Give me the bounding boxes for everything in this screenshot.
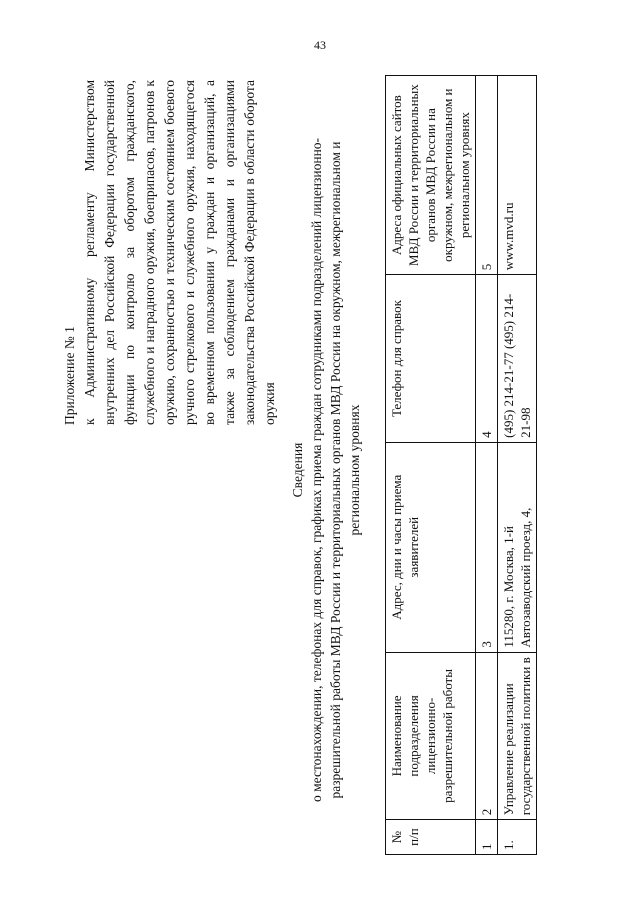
offices-table [385,75,537,855]
column-number: 5 [476,76,498,275]
header-websites: Адреса официальных сайтов МВД России и территориальных органов МВД России на окружном, межрегиональном и региональном уровнях [386,76,476,275]
header-address: Адрес, дни и часы приема заявителей [386,442,476,652]
header-department: Наименование подразделения лицензионно-разрешительной работы [386,652,476,820]
heading-title: Сведения [290,442,305,498]
column-number: 3 [476,442,498,652]
annex-title: Приложение № 1 [62,326,77,425]
column-number: 1 [476,820,498,855]
table-header-row [386,76,476,855]
column-number-row [476,76,498,855]
rotated-page-content [60,70,620,870]
annex-body: к Административному регламенту Министерством внутренних дел Российской Федерации государственной функции по контролю за оборотом гражданского, служебного и наградного оружия, боеприпасов, патронов к оружию, сохранностью и техническим состоянием боевого ручного стрелкового и служебного оружия, находящегося во временном пользовании у граждан и организаций, а также за соблюдением гражданами и организациями законодательства Российской Федерации в области оборота оружия [82,80,277,425]
annex-block [60,80,280,425]
row-number: 1. [498,820,537,855]
row-address: 115280, г. Москва, 1-й Автозаводский проезд, 4, [498,442,537,652]
table-row [498,76,537,855]
heading-subtitle: о местонахождении, телефонах для справок, графиках приема граждан сотрудниками подразделений лицензионно-разрешительной работы МВД России и территориальных органов МВД России на окружном, межрегиональном и региональном уровнях [309,137,362,803]
page-number: 43 [314,38,326,52]
row-phone: (495) 214-21-77 (495) 214-21-98 [498,275,537,443]
row-department: Управление реализации государственной политики в [498,652,537,820]
header-phone: Телефон для справок [386,275,476,443]
document-heading [288,70,364,870]
row-website: www.mvd.ru [498,76,537,275]
column-number: 4 [476,275,498,443]
header-number: № п/п [386,820,476,855]
column-number: 2 [476,652,498,820]
